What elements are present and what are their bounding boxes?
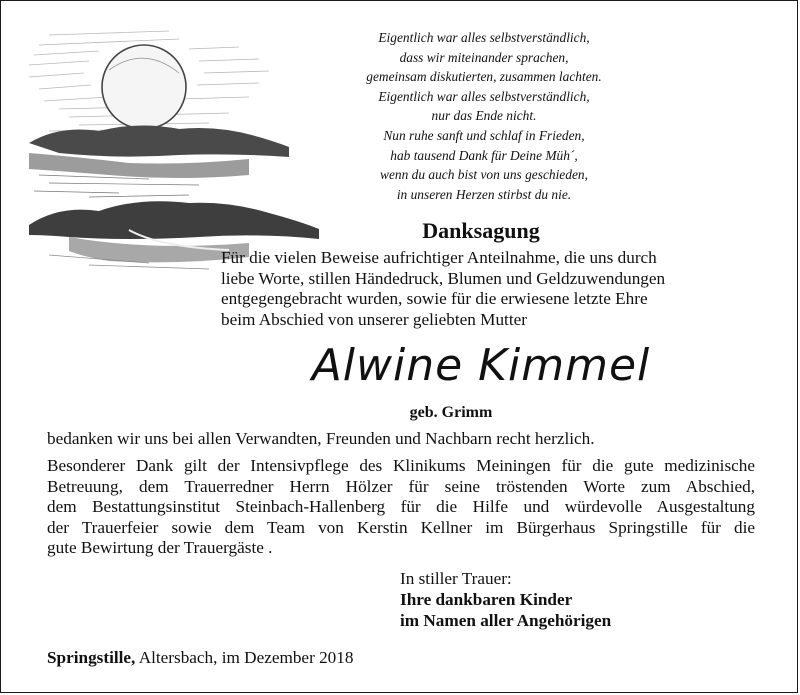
- special-line: gute Bewirtung der Trauergäste .: [47, 538, 273, 557]
- poem-line: hab tausend Dank für Deine Müh´,: [390, 147, 578, 163]
- poem-line: nur das Ende nicht.: [431, 108, 537, 124]
- signature-line: im Namen aller Angehörigen: [400, 611, 612, 630]
- intro-line: liebe Worte, stillen Händedruck, Blumen und Geldzuwendungen: [221, 268, 666, 288]
- signature-block: [400, 568, 780, 631]
- poem-line: in unseren Herzen stirbst du nie.: [396, 186, 572, 202]
- poem-line: dass wir miteinander sprachen,: [399, 49, 569, 65]
- poem-line: Eigentlich war alles selbstverständlich,: [378, 88, 590, 104]
- thanks-line: bedanken wir uns bei allen Verwandten, Freunden und Nachbarn recht herzlich.: [47, 429, 595, 448]
- place-date: [47, 648, 547, 668]
- poem-line: Eigentlich war alles selbstverständlich,: [378, 30, 590, 45]
- poem-line: gemeinsam diskutierten, zusammen lachten.: [366, 69, 602, 85]
- special-line: Betreuung, dem Trauerredner Herrn Hölzer für seine tröstenden Worte zum Abschied,: [47, 476, 755, 496]
- poem-line: Nun ruhe sanft und schlaf in Frieden,: [383, 127, 585, 143]
- place-date-rest: Altersbach, im Dezember 2018: [135, 648, 354, 667]
- special-line: der Trauerfeier sowie dem Team von Kerstin Kellner im Bürgerhaus Springstille für die: [47, 517, 755, 537]
- intro-line: Für die vielen Beweise aufrichtiger Anteilnahme, die uns durch: [221, 248, 657, 267]
- maiden-name: geb. Grimm: [409, 404, 493, 421]
- signature-intro: In stiller Trauer:: [400, 569, 512, 588]
- town-name: Springstille,: [47, 648, 136, 667]
- special-line: Besonderer Dank gilt der Intensivpflege des Klinikums Meiningen für die gute medizinische: [47, 456, 755, 475]
- special-thanks-paragraph: [47, 456, 755, 559]
- intro-line: beim Abschied von unserer geliebten Mutter: [221, 309, 527, 329]
- notice-heading: Danksagung: [422, 218, 540, 243]
- poem: [319, 28, 649, 204]
- deceased-name: Alwine Kimmel: [311, 340, 651, 391]
- intro-paragraph: [221, 248, 781, 330]
- signature-line: Ihre dankbaren Kinder: [400, 590, 573, 609]
- poem-line: wenn du auch bist von uns geschieden,: [380, 167, 588, 183]
- intro-line: entgegengebracht wurden, sowie für die erwiesene letzte Ehre: [221, 289, 648, 308]
- special-line: dem Bestattungsinstitut Steinbach-Hallenberg für die Hilfe und würdevolle Ausgestaltung: [47, 497, 755, 516]
- moon-landscape-sketch-icon: [29, 25, 329, 275]
